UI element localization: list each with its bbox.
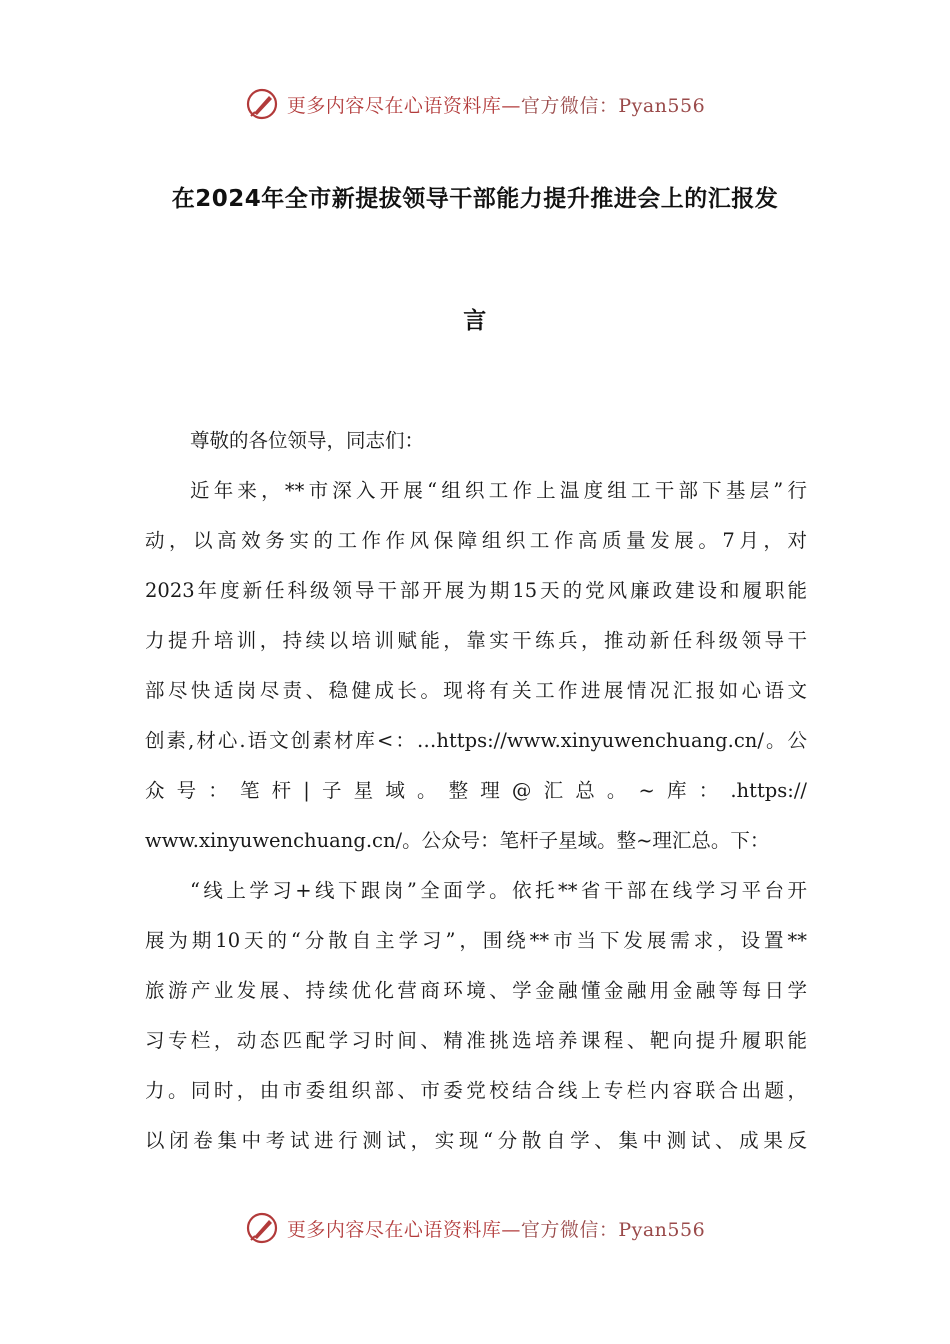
body-line: 力提升培训，持续以培训赋能，靠实干练兵，推动新任科级领导干 — [145, 629, 807, 652]
header-banner-text: 更多内容尽在心语资料库—官方微信：Pyan556 — [286, 94, 706, 117]
footer-banner-text: 更多内容尽在心语资料库—官方微信：Pyan556 — [286, 1218, 706, 1241]
body-line: 力。同时，由市委组织部、市委党校结合线上专栏内容联合出题， — [145, 1079, 807, 1102]
document-title-line-2: 言 — [463, 308, 487, 334]
body-line: “线上学习+线下跟岗”全面学。依托**省干部在线学习平台开 — [190, 879, 807, 902]
footer-banner — [0, 1208, 950, 1248]
body-line: 2023年度新任科级领导干部开展为期15天的党风廉政建设和履职能 — [145, 579, 807, 602]
body-line: 动，以高效务实的工作作风保障组织工作高质量发展。7月，对 — [145, 529, 807, 552]
header-banner — [0, 84, 950, 124]
pen-logo-icon — [245, 87, 279, 121]
document-title-line-1: 在2024年全市新提拔领导干部能力提升推进会上的汇报发 — [171, 186, 779, 212]
body-line: 以闭卷集中考试进行测试，实现“分散自学、集中测试、成果反 — [145, 1129, 807, 1152]
body-line: 习专栏，动态匹配学习时间、精准挑选培养课程、靶向提升履职能 — [145, 1029, 807, 1052]
body-line: 众号：笔杆|子星域。整理@汇总。~库：.https:// — [145, 779, 807, 802]
body-line: 近年来，**市深入开展“组织工作上温度组工干部下基层”行 — [190, 479, 807, 502]
header-wechat-text: 官方微信：Pyan556 — [520, 94, 706, 117]
body-line: 旅游产业发展、持续优化营商环境、学金融懂金融用金融等每日学 — [145, 979, 807, 1002]
body-line: 部尽快适岗尽责、稳健成长。现将有关工作进展情况汇报如心语文 — [145, 679, 807, 702]
footer-wechat-text: 官方微信：Pyan556 — [520, 1218, 706, 1241]
body-line: 创素,材心.语文创素材库<：…https://www.xinyuwenchuang.cn/。公 — [145, 729, 807, 752]
body-line: www.xinyuwenchuang.cn/。公众号：笔杆子星域。整~理汇总。下： — [145, 829, 770, 852]
body-line: 尊敬的各位领导，同志们： — [190, 429, 425, 452]
body-line: 展为期10天的“分散自主学习”，围绕**市当下发展需求，设置** — [145, 929, 807, 952]
document-body — [145, 416, 807, 1166]
pen-logo-icon — [245, 1211, 279, 1245]
